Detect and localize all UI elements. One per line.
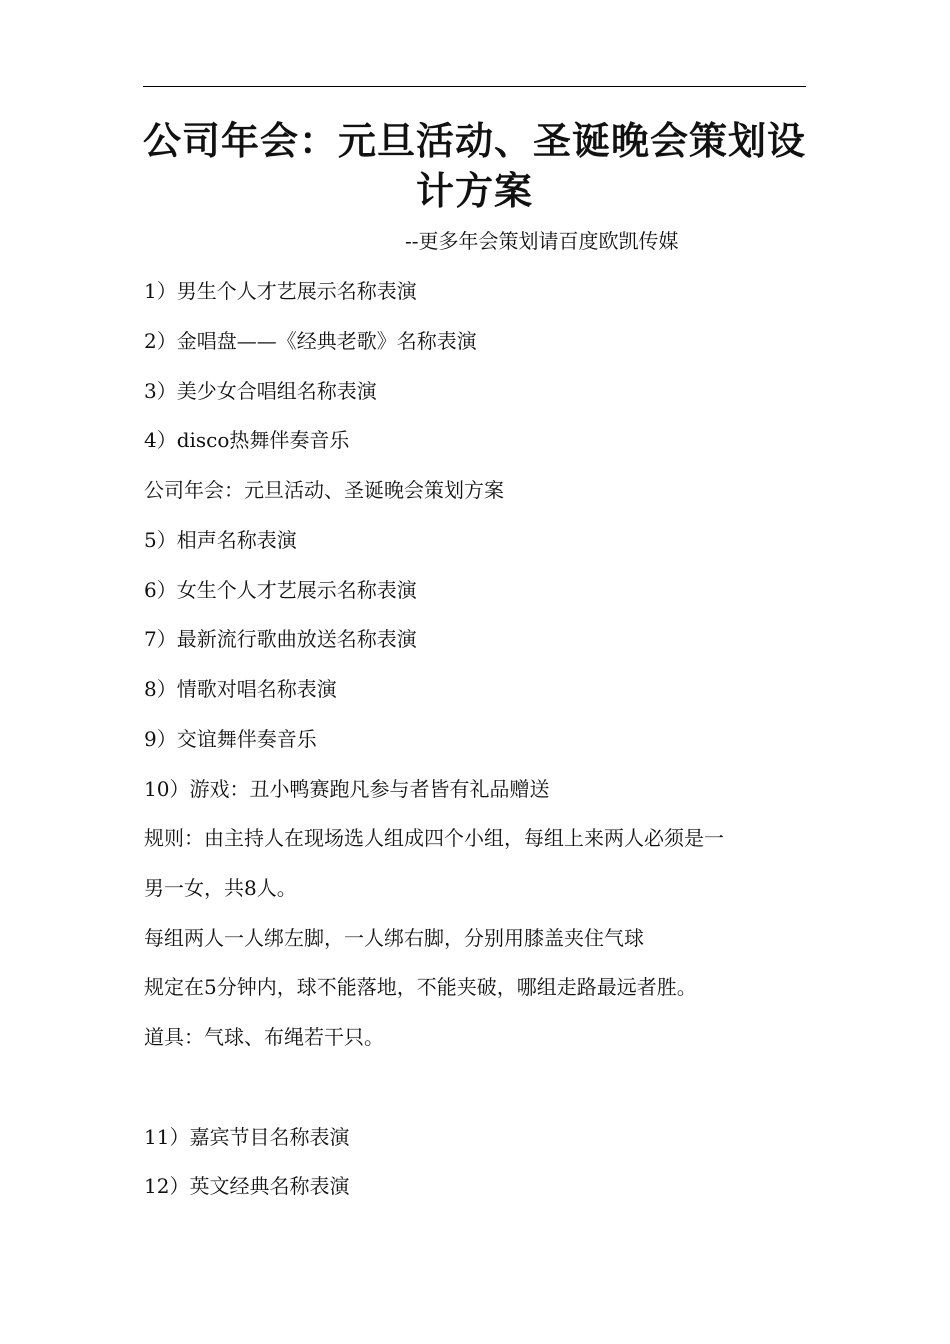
program-item-9: 9）交谊舞伴奏音乐 <box>144 727 317 751</box>
rules-line-4: 规定在5分钟内，球不能落地，不能夹破，哪组走路最远者胜。 <box>144 975 697 999</box>
program-item-7: 7）最新流行歌曲放送名称表演 <box>144 627 417 651</box>
document-title: 公司年会：元旦活动、圣诞晚会策划设计方案 <box>143 119 807 213</box>
program-item-6: 6）女生个人才艺展示名称表演 <box>144 578 417 602</box>
program-item-12: 12）英文经典名称表演 <box>144 1174 350 1198</box>
document-subtitle: --更多年会策划请百度欧凯传媒 <box>405 229 679 253</box>
program-item-3: 3）美少女合唱组名称表演 <box>144 379 377 403</box>
section-caption: 公司年会：元旦活动、圣诞晚会策划方案 <box>144 478 504 502</box>
rules-line-2: 男一女，共8人。 <box>144 876 297 900</box>
program-item-11: 11）嘉宾节目名称表演 <box>144 1125 350 1149</box>
program-item-4: 4）disco热舞伴奏音乐 <box>144 428 350 452</box>
props-line: 道具：气球、布绳若干只。 <box>144 1025 384 1049</box>
program-item-5: 5）相声名称表演 <box>144 528 297 552</box>
program-item-1: 1）男生个人才艺展示名称表演 <box>144 279 417 303</box>
program-item-2: 2）金唱盘——《经典老歌》名称表演 <box>144 329 477 353</box>
program-item-8: 8）情歌对唱名称表演 <box>144 677 337 701</box>
rules-line-1: 规则：由主持人在现场选人组成四个小组，每组上来两人必须是一 <box>144 826 724 850</box>
header-rule <box>143 86 806 87</box>
program-item-10: 10）游戏：丑小鸭赛跑凡参与者皆有礼品赠送 <box>144 777 550 801</box>
rules-line-3: 每组两人一人绑左脚，一人绑右脚，分别用膝盖夹住气球 <box>144 926 644 950</box>
